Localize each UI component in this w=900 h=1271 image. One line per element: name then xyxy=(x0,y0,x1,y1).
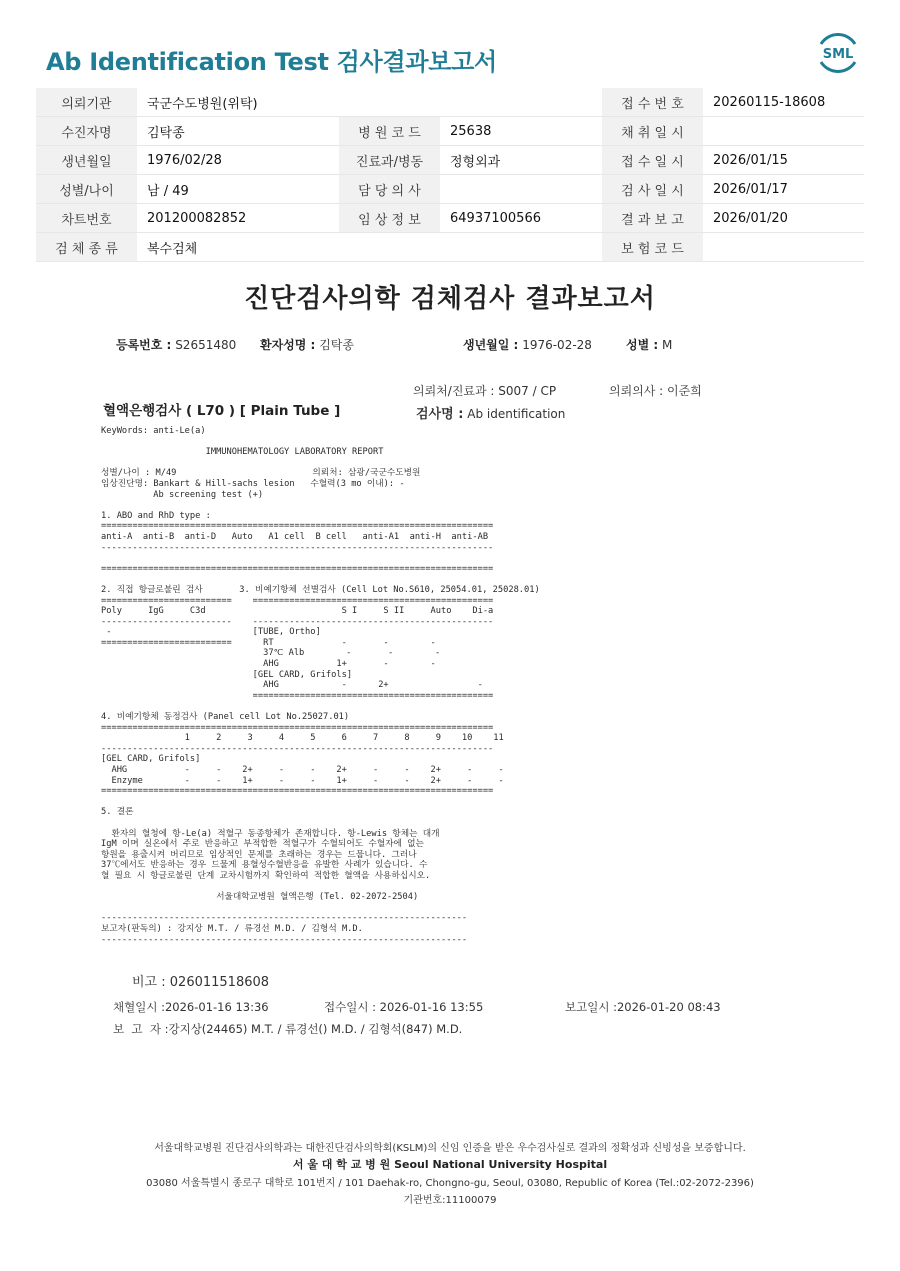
info-label: 채 취 일 시 xyxy=(602,117,703,146)
report-time-label: 보고일시 : xyxy=(565,1000,617,1014)
collect-line xyxy=(113,999,269,1015)
collect-label: 채혈일시 : xyxy=(113,1000,165,1014)
report-title: 진단검사의학 검체검사 결과보고서 xyxy=(244,284,656,314)
patient-value: 김탁종 xyxy=(319,338,354,352)
dob-label: 생년월일 : xyxy=(463,338,519,352)
info-label: 접 수 번 호 xyxy=(602,88,703,117)
reg-no-label: 등록번호 : xyxy=(116,338,172,352)
footer-institution-no: 기관번호:11100079 xyxy=(403,1195,497,1206)
sex-line xyxy=(626,336,672,353)
report-time-value: 2026-01-20 08:43 xyxy=(616,1000,721,1014)
patient-info-table xyxy=(36,88,864,262)
info-value: 2026/01/17 xyxy=(703,175,864,204)
remark-value: 026011518608 xyxy=(169,975,270,990)
info-label: 생년월일 xyxy=(36,146,137,175)
reporter-label: 보 고 자 : xyxy=(113,1022,169,1036)
dob-line xyxy=(463,336,592,353)
test-name-value: Ab identification xyxy=(467,407,566,421)
info-label: 접 수 일 시 xyxy=(602,146,703,175)
info-value xyxy=(339,233,602,262)
reg-no-line xyxy=(116,336,236,353)
doctor-line: 의뢰의사 : 이준희 xyxy=(609,384,702,398)
document-title: Ab Identification Test 검사결과보고서 xyxy=(46,48,497,76)
info-row xyxy=(36,88,864,117)
collect-value: 2026-01-16 13:36 xyxy=(164,1000,269,1014)
info-value: 정형외과 xyxy=(440,146,602,175)
sex-value: M xyxy=(662,338,673,352)
remark-line xyxy=(132,971,269,990)
info-value xyxy=(703,233,864,262)
info-value xyxy=(339,88,602,117)
receive-label: 접수일시 : xyxy=(324,1000,376,1014)
test-name-line xyxy=(416,403,565,422)
info-label: 담 당 의 사 xyxy=(339,175,440,204)
test-name-label: 검사명 : xyxy=(416,407,464,422)
patient-line xyxy=(260,336,354,353)
logo-text: SML xyxy=(822,47,854,62)
info-value: 201200082852 xyxy=(137,204,339,233)
info-value: 2026/01/20 xyxy=(703,204,864,233)
remark-label: 비고 : xyxy=(132,975,166,990)
info-value: 복수검체 xyxy=(137,233,339,262)
reporter-line xyxy=(113,1021,462,1037)
receive-line xyxy=(324,999,483,1015)
test-title: 혈액은행검사 ( L70 ) [ Plain Tube ] xyxy=(103,403,341,419)
info-value: 2026/01/15 xyxy=(703,146,864,175)
patient-label: 환자성명 : xyxy=(260,338,316,352)
info-value: 25638 xyxy=(440,117,602,146)
info-label: 보 험 코 드 xyxy=(602,233,703,262)
reporter-value: 강지상(24465) M.T. / 류경선() M.D. / 김형석(847) M.D. xyxy=(168,1022,463,1036)
info-value: 남 / 49 xyxy=(137,175,339,204)
footer-certification: 서울대학교병원 진단검사의학과는 대한진단검사의학회(KSLM)의 신임 인증을 받은 우수검사실로 결과의 정확성과 신빙성을 보증합니다. xyxy=(154,1143,746,1154)
info-value: 20260115-18608 xyxy=(703,88,864,117)
dept-line: 의뢰처/진료과 : S007 / CP xyxy=(413,384,557,398)
info-value: 1976/02/28 xyxy=(137,146,339,175)
info-label: 검 체 종 류 xyxy=(36,233,137,262)
info-row xyxy=(36,175,864,204)
report-time-line xyxy=(565,999,721,1015)
info-label: 차트번호 xyxy=(36,204,137,233)
info-value xyxy=(440,175,602,204)
info-row xyxy=(36,117,864,146)
info-label: 결 과 보 고 xyxy=(602,204,703,233)
receive-value: 2026-01-16 13:55 xyxy=(379,1000,484,1014)
info-row xyxy=(36,146,864,175)
info-value xyxy=(703,117,864,146)
info-label: 의뢰기관 xyxy=(36,88,137,117)
info-row xyxy=(36,204,864,233)
footer-address: 03080 서울특별시 종로구 대학로 101번지 / 101 Daehak-ro, Chongno-gu, Seoul, 03080, Republic of Korea (Tel.:02-2072-2396) xyxy=(146,1178,754,1189)
report-body-text: KeyWords: anti-Le(a) IMMUNOHEMATOLOGY LABORATORY REPORT 성별/나이 : M/49 의뢰처: 삼광/국군수도병원 임상진단명: Bankart & Hill-sachs lesion 수혈력(3 mo 이내): - Ab screening test (+) 1. ABO and RhD type : =========================================================================== anti-A anti-B anti-D Auto A1 cell B cell anti-A1 anti-H anti-AB --------------------------------------------------------------------------- =========================================================================== 2. 직접 항글로불린 검사 3. 비예기항체 선별검사 (Cell Lot No.S610, 25054.01, 25028.01) ========================= ============================================== Poly IgG C3d S I S II Auto Di-a ------------------------- ---------------------------------------------- - [TUBE, Ortho] ========================= RT - - - 37℃ Alb - - - AHG 1+ - - [GEL CARD, Grifols] AHG - 2+ - ============================================== 4. 비예기항체 동정검사 (Panel cell Lot No.25027.01) =========================================================================== 1 2 3 4 5 6 7 8 9 10 11 --------------------------------------------------------------------------- [GEL CARD, Grifols] AHG - - 2+ - - 2+ - - 2+ - - Enzyme - - 1+ - - 1+ - - 2+ - - =========================================================================== 5. 결론 환자의 혈청에 항-Le(a) 적혈구 동종항체가 존재합니다. 항-Lewis 항체는 대개 IgM 이며 실온에서 주로 반응하고 부적합한 적혈구가 수혈되어도 수혈자에 없는 항원을 용출시켜 버리므로 임상적인 문제를 초래하는 경우는 드뭅니다. 그러나 37℃에서도 반응하는 경우 드물게 용혈성수혈반응을 유발한 사례가 있습니다. 수 혈 필요 시 항글로불린 단계 교차시험까지 확인하여 적합한 혈액을 사용하십시오. 서울대학교병원 혈액은행 (Tel. 02-2072-2504) ---------------------------------------------------------------------- 보고자(판독의) : 강지상 M.T. / 류경선 M.D. / 김형석 M.D. ---------------------------------------------------------------------- xyxy=(101,426,540,945)
info-label: 검 사 일 시 xyxy=(602,175,703,204)
sml-logo-icon xyxy=(815,30,861,76)
info-row xyxy=(36,233,864,262)
info-value: 국군수도병원(위탁) xyxy=(137,88,339,117)
reg-no-value: S2651480 xyxy=(175,338,237,352)
footer-hospital-name: 서 울 대 학 교 병 원 Seoul National University Hospital xyxy=(292,1158,608,1171)
sex-label: 성별 : xyxy=(626,338,659,352)
info-label: 병 원 코 드 xyxy=(339,117,440,146)
info-label: 진료과/병동 xyxy=(339,146,440,175)
info-label: 임 상 정 보 xyxy=(339,204,440,233)
info-value: 64937100566 xyxy=(440,204,602,233)
info-label: 성별/나이 xyxy=(36,175,137,204)
info-label: 수진자명 xyxy=(36,117,137,146)
info-value: 김탁종 xyxy=(137,117,339,146)
dob-value: 1976-02-28 xyxy=(522,338,592,352)
